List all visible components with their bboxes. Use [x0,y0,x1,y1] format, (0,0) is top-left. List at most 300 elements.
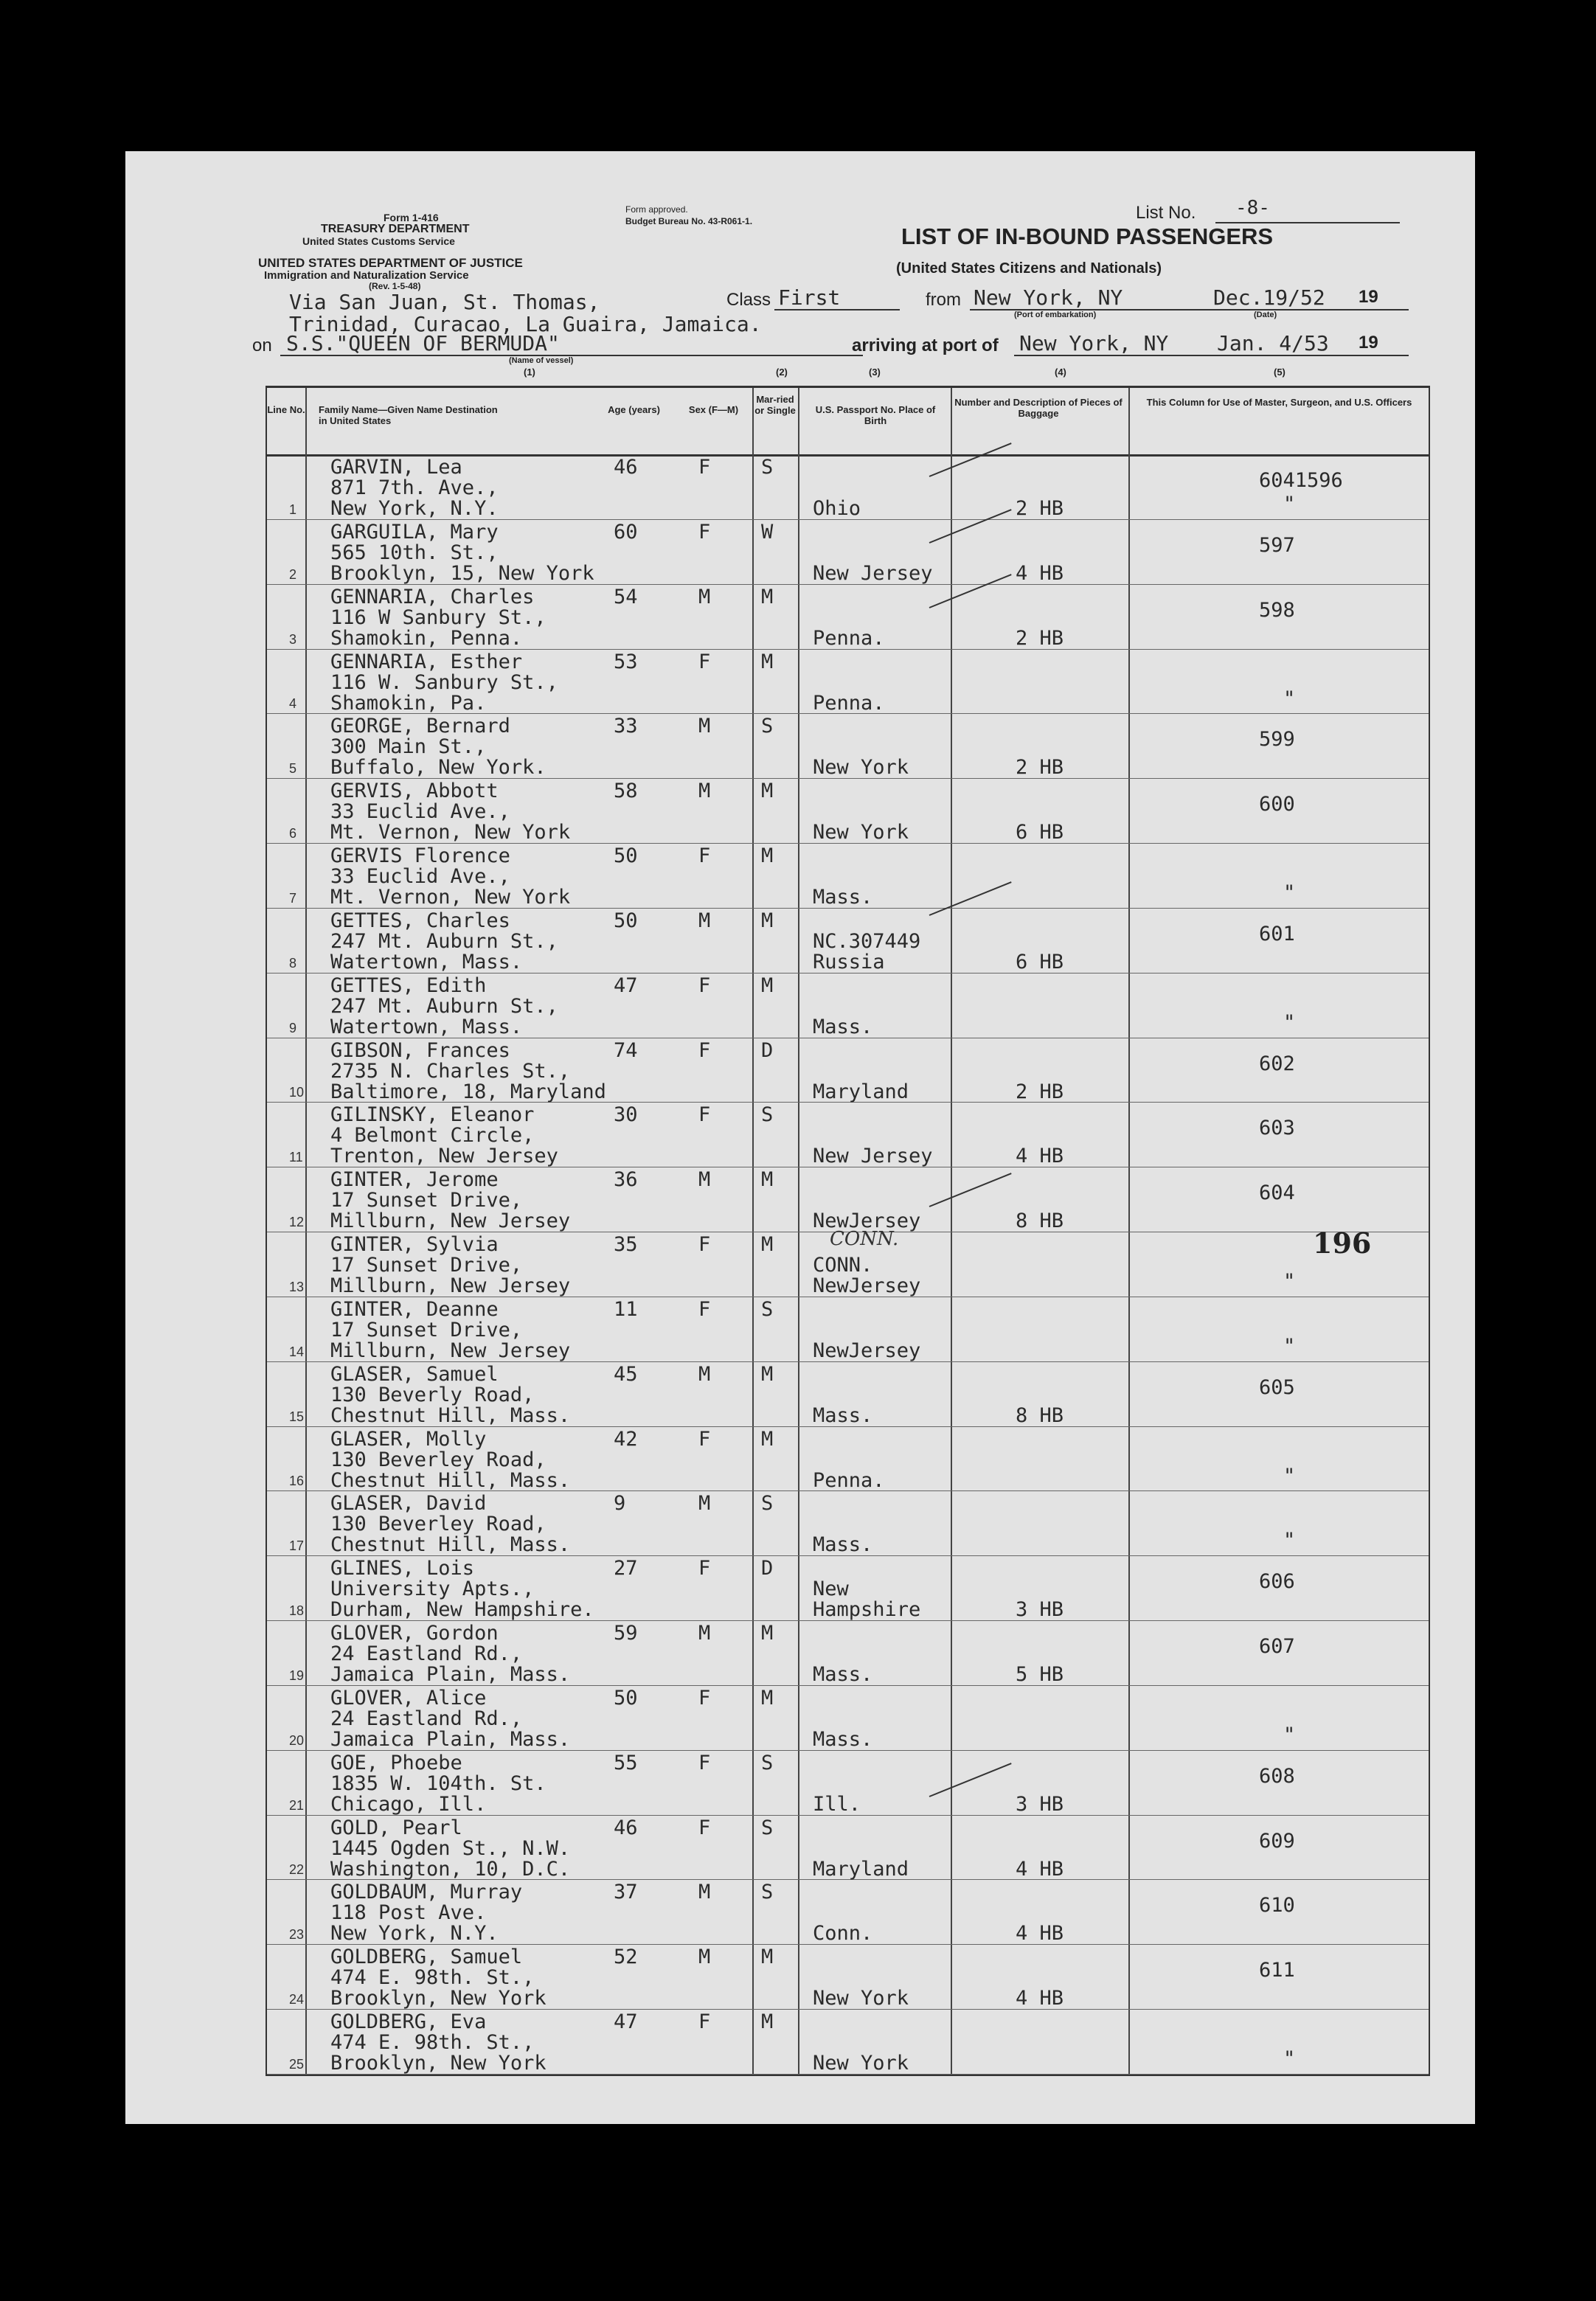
address-line-1: 17 Sunset Drive, [330,1189,523,1212]
header-officers: This Column for Use of Master, Surgeon, and U.S. Officers [1146,397,1412,408]
place-of-birth: Ill. [813,1792,861,1816]
treasury-dept: TREASURY DEPARTMENT [321,223,470,235]
line-number: 25 [289,2056,305,2072]
address-line-2: Watertown, Mass. [330,1015,523,1038]
officer-number: 603 [1259,1117,1295,1140]
line-number: 19 [289,1667,305,1683]
sex: M [698,1492,711,1516]
age: 50 [614,844,638,868]
justice-dept: UNITED STATES DEPARTMENT OF JUSTICE [258,256,523,270]
marital-status: M [761,1362,774,1386]
place-of-birth: Mass. [813,1663,873,1687]
col-num-1: (1) [524,367,535,378]
officer-ditto: " [1283,1334,1296,1358]
address-line-2: Mt. Vernon, New York [330,821,571,844]
table-row [267,1750,1429,1816]
marital-status: W [761,520,774,544]
address-line-1: 247 Mt. Auburn St., [330,929,558,953]
address-line-2: New York, N.Y. [330,497,499,520]
place-of-birth: Russia [813,950,885,974]
address-line-1: 300 Main St., [330,735,487,759]
address-line-2: Chestnut Hill, Mass. [330,1403,571,1427]
address-line-1: 130 Beverley Road, [330,1513,547,1536]
table-row [267,584,1429,650]
class-label: Class [726,290,771,310]
place-of-birth: Mass. [813,1403,873,1427]
line-number: 4 [289,696,297,712]
address-line-1: 118 Post Ave. [330,1901,487,1925]
marital-status: M [761,1233,774,1257]
passenger-name: GLASER, Samuel [330,1362,499,1386]
officer-ditto: " [1283,1464,1296,1488]
age: 30 [614,1103,638,1127]
place-of-birth: Conn. [813,1922,873,1946]
table-row [267,1879,1429,1945]
age: 60 [614,520,638,544]
baggage: 8 HB [1016,1210,1064,1233]
officer-number: 611 [1259,1959,1295,1982]
baggage: 4 HB [1016,561,1064,585]
table-row [267,1167,1429,1232]
age: 35 [614,1233,638,1257]
table-row [267,1815,1429,1881]
address-line-2: Washington, 10, D.C. [330,1857,571,1881]
revision-note: (Rev. 1-5-48) [369,281,421,291]
sex: M [698,1881,711,1904]
address-line-1: 130 Beverly Road, [330,1383,535,1406]
address-line-1: 2735 N. Charles St., [330,1059,571,1083]
sex: F [698,456,711,479]
address-line-1: 17 Sunset Drive, [330,1318,523,1342]
marital-status: M [761,1686,774,1710]
passenger-name: GARGUILA, Mary [330,520,499,544]
officer-number: 598 [1259,598,1295,622]
line-number: 9 [289,1020,297,1035]
arrival-underline [1014,355,1409,356]
col-num-5: (5) [1274,367,1286,378]
passenger-name: GLINES, Lois [330,1557,475,1580]
line-number: 2 [289,566,297,582]
place-of-birth: New York [813,1987,909,2010]
place-of-birth: New Jersey [813,1145,933,1168]
age: 46 [614,1816,638,1839]
table-row [267,2009,1429,2075]
age: 55 [614,1751,638,1774]
age: 42 [614,1427,638,1451]
from-port: New York, NY [974,285,1123,310]
sex: F [698,1233,711,1257]
table-row [267,713,1429,779]
sex: F [698,1038,711,1062]
officer-ditto: " [1283,493,1296,516]
marital-status: D [761,1557,774,1580]
header-married: Mar-ried or Single [754,394,796,416]
passenger-name: GEORGE, Bernard [330,715,510,738]
age: 74 [614,1038,638,1062]
passenger-name: GOLD, Pearl [330,1816,462,1839]
line-number: 18 [289,1603,305,1619]
marital-status: S [761,1103,774,1127]
header-sex: Sex (F—M) [688,404,739,415]
officer-number: 604 [1259,1181,1295,1205]
address-line-2: New York, N.Y. [330,1922,499,1946]
place-of-birth: NewJersey [813,1210,921,1233]
form-number: Form 1-416 [384,212,439,223]
address-line-1: 565 10th. St., [330,541,499,564]
place-of-birth: Maryland [813,1857,909,1881]
officer-number: 600 [1259,793,1295,816]
officer-number: 606 [1259,1570,1295,1594]
age: 54 [614,585,638,608]
date-note: (Date) [1254,310,1277,319]
customs-service: United States Customs Service [302,235,455,247]
place-of-birth: Mass. [813,1533,873,1557]
line-number: 13 [289,1279,305,1294]
marital-status: S [761,1816,774,1839]
sex: F [698,1103,711,1127]
departure-date: Dec.19/52 [1213,285,1325,310]
sex: F [698,520,711,544]
address-line-2: Chestnut Hill, Mass. [330,1468,571,1492]
address-line-1: 33 Euclid Ave., [330,800,510,824]
passenger-name: GETTES, Charles [330,909,510,932]
passenger-name: GLOVER, Alice [330,1686,487,1710]
place-of-birth: New York [813,2052,909,2075]
table-header [267,388,1429,457]
marital-status: S [761,715,774,738]
table-row [267,1361,1429,1427]
address-line-1: 24 Eastland Rd., [330,1642,523,1666]
line-number: 12 [289,1215,305,1230]
sex: M [698,1168,711,1192]
passenger-name: GETTES, Edith [330,974,487,997]
age: 58 [614,780,638,803]
marital-status: D [761,1038,774,1062]
address-line-2: Watertown, Mass. [330,950,523,974]
place-of-birth: Penna. [813,626,885,650]
port-embark-note: (Port of embarkation) [1014,310,1097,319]
baggage: 4 HB [1016,1857,1064,1881]
baggage: 5 HB [1016,1663,1064,1687]
table-row [267,1102,1429,1167]
age: 52 [614,1946,638,1969]
address-line-1: 17 Sunset Drive, [330,1254,523,1277]
line-number: 11 [289,1150,303,1165]
line-number: 7 [289,890,297,906]
table-row [267,1620,1429,1686]
address-line-1: 116 W. Sanbury St., [330,670,558,694]
marital-status: M [761,1427,774,1451]
sex: M [698,1622,711,1645]
address-line-1: 116 W Sanbury St., [330,605,547,629]
passenger-name: GIBSON, Frances [330,1038,510,1062]
baggage: 3 HB [1016,1598,1064,1622]
vessel-note: (Name of vessel) [509,356,574,365]
marital-status: M [761,585,774,608]
place-of-birth: New York [813,756,909,780]
officer-ditto: " [1283,2047,1296,2071]
col-num-4: (4) [1055,367,1066,378]
passenger-name: GLASER, Molly [330,1427,487,1451]
marital-status: S [761,1297,774,1321]
line-number: 20 [289,1732,305,1748]
address-line-2: Brooklyn, New York [330,1987,547,2010]
address-line-1: 247 Mt. Auburn St., [330,994,558,1018]
address-line-2: Chestnut Hill, Mass. [330,1533,571,1557]
table-row [267,519,1429,585]
age: 45 [614,1362,638,1386]
sex: F [698,650,711,673]
table-row [267,843,1429,909]
address-line-2: Mt. Vernon, New York [330,886,571,909]
line-number: 1 [289,502,297,517]
marital-status: M [761,909,774,932]
address-line-2: Millburn, New Jersey [330,1210,571,1233]
line-number: 10 [289,1085,305,1100]
age: 11 [614,1297,638,1321]
table-row [267,1555,1429,1621]
address-line-2: Jamaica Plain, Mass. [330,1663,571,1687]
officer-number: 610 [1259,1894,1295,1918]
baggage: 2 HB [1016,626,1064,650]
on-label: on [252,336,272,355]
passenger-name: GINTER, Sylvia [330,1233,499,1257]
marital-status: M [761,1622,774,1645]
marital-status: M [761,780,774,803]
line-number: 22 [289,1862,305,1878]
address-line-1: 1835 W. 104th. St. [330,1771,547,1795]
budget-note: Budget Bureau No. 43-R061-1. [625,216,753,226]
passenger-name: GILINSKY, Eleanor [330,1103,535,1127]
officer-number: 601 [1259,922,1295,945]
address-line-2: Baltimore, 18, Maryland [330,1080,606,1103]
address-line-1: 474 E. 98th. St., [330,2031,535,2055]
sex: M [698,780,711,803]
passenger-name: GERVIS, Abbott [330,780,499,803]
baggage: 4 HB [1016,1987,1064,2010]
baggage: 2 HB [1016,1080,1064,1103]
officer-ditto: " [1283,1723,1296,1746]
list-no-label: List No. [1136,203,1196,223]
place-of-birth: Mass. [813,1727,873,1751]
passenger-name: GOE, Phoebe [330,1751,462,1774]
age: 9 [614,1492,626,1516]
age: 59 [614,1622,638,1645]
passport-no: CONN. [813,1254,873,1277]
sex: M [698,909,711,932]
age: 37 [614,1881,638,1904]
address-line-2: Brooklyn, 15, New York [330,561,594,585]
address-line-2: Jamaica Plain, Mass. [330,1727,571,1751]
place-of-birth: New York [813,821,909,844]
line-number: 15 [289,1409,305,1424]
line-number: 8 [289,955,297,971]
address-line-2: Chicago, Ill. [330,1792,487,1816]
line-number: 16 [289,1474,305,1489]
place-of-birth: Hampshire [813,1598,921,1622]
arriving-label: arriving at port of [852,336,999,355]
class-value: First [778,285,841,310]
header-age: Age (years) [608,404,660,415]
officer-number: 609 [1259,1829,1295,1853]
marital-status: M [761,2010,774,2034]
passenger-name: GINTER, Jerome [330,1168,499,1192]
sex: F [698,1751,711,1774]
officer-number: 605 [1259,1375,1295,1399]
header-line-no: Line No. [267,404,305,415]
sex: F [698,974,711,997]
baggage: 4 HB [1016,1145,1064,1168]
address-line-2: Trenton, New Jersey [330,1145,558,1168]
sex: F [698,844,711,868]
passenger-name: GARVIN, Lea [330,456,462,479]
sex: M [698,585,711,608]
line-number: 3 [289,631,297,647]
place-of-birth: Mass. [813,1015,873,1038]
officer-ditto: " [1283,687,1296,710]
marital-status: S [761,456,774,479]
stamp-196: 196 [1313,1226,1372,1260]
officer-number: 607 [1259,1635,1295,1659]
age: 50 [614,909,638,932]
officer-ditto: " [1283,881,1296,905]
class-underline [774,309,900,310]
baggage: 8 HB [1016,1403,1064,1427]
table-row [267,1038,1429,1103]
address-line-2: Durham, New Hampshire. [330,1598,594,1622]
address-line-1: 4 Belmont Circle, [330,1124,535,1148]
officer-ditto: " [1283,1010,1296,1034]
officer-number: 602 [1259,1052,1295,1075]
baggage: 6 HB [1016,821,1064,844]
line-number: 21 [289,1797,305,1813]
line-number: 6 [289,826,297,841]
sex: M [698,715,711,738]
address-line-2: Millburn, New Jersey [330,1274,571,1298]
address-line-2: Millburn, New Jersey [330,1339,571,1362]
col-num-3: (3) [869,367,881,378]
address-line-1: 33 Euclid Ave., [330,865,510,889]
address-line-2: Shamokin, Pa. [330,691,487,715]
table-row [267,1685,1429,1751]
place-of-birth: Maryland [813,1080,909,1103]
baggage: 2 HB [1016,756,1064,780]
officer-ditto: " [1283,1529,1296,1552]
form-title: LIST OF IN-BOUND PASSENGERS [901,223,1274,249]
place-of-birth: NewJersey [813,1274,921,1298]
sex: M [698,1362,711,1386]
sex: F [698,1557,711,1580]
place-of-birth: New Jersey [813,561,933,585]
address-line-2: Buffalo, New York. [330,756,547,780]
age: 36 [614,1168,638,1192]
line-number: 5 [289,761,297,777]
address-line-1: 474 E. 98th. St., [330,1966,535,1990]
header-passport: U.S. Passport No. Place of Birth [815,404,936,426]
table-row [267,778,1429,844]
baggage: 3 HB [1016,1792,1064,1816]
marital-status: M [761,974,774,997]
vessel-name: S.S."QUEEN OF BERMUDA" [286,331,560,355]
place-of-birth: NewJersey [813,1339,921,1362]
age: 47 [614,974,638,997]
arrival-date: Jan. 4/53 [1217,331,1329,355]
arrival-year: 19 [1359,333,1378,353]
age: 27 [614,1557,638,1580]
passport-no: New [813,1578,849,1601]
sex: F [698,1816,711,1839]
sex: F [698,1686,711,1710]
passenger-name: GLOVER, Gordon [330,1622,499,1645]
baggage: 4 HB [1016,1922,1064,1946]
address-line-2: Brooklyn, New York [330,2052,547,2075]
address-line-1: University Apts., [330,1578,535,1601]
arrival-port: New York, NY [1019,331,1169,355]
departure-year: 19 [1359,287,1378,307]
age: 47 [614,2010,638,2034]
table-row [267,454,1429,520]
baggage: 2 HB [1016,497,1064,520]
place-of-birth: Penna. [813,691,885,715]
list-no-value: -8- [1235,197,1270,219]
age: 46 [614,456,638,479]
marital-status: S [761,1751,774,1774]
officer-number: 599 [1259,728,1295,752]
table-row [267,1297,1429,1362]
via-ports-2: Trinidad, Curacao, La Guaira, Jamaica. [289,312,762,336]
address-line-1: 130 Beverley Road, [330,1448,547,1471]
sex: M [698,1946,711,1969]
passenger-name: GENNARIA, Esther [330,650,523,673]
form-subtitle: (United States Citizens and Nationals) [896,260,1162,277]
passenger-name: GINTER, Deanne [330,1297,499,1321]
line-number: 14 [289,1344,305,1359]
address-line-1: 871 7th. Ave., [330,476,499,499]
line-number: 24 [289,1992,305,2007]
table-row [267,908,1429,974]
passenger-name: GOLDBERG, Eva [330,2010,487,2034]
sex: F [698,2010,711,2034]
passenger-name: GLASER, David [330,1492,487,1516]
header-baggage: Number and Description of Pieces of Baggage [954,397,1123,419]
marital-status: S [761,1492,774,1516]
handwritten-conn: CONN. [830,1228,899,1250]
marital-status: M [761,1168,774,1192]
age: 53 [614,650,638,673]
address-line-1: 24 Eastland Rd., [330,1707,523,1730]
col-num-2: (2) [776,367,788,378]
header-name: Family Name—Given Name Destination in United States [319,404,498,426]
marital-status: M [761,844,774,868]
line-number: 17 [289,1538,305,1554]
passenger-name: GOLDBAUM, Murray [330,1881,523,1904]
officer-number: 597 [1259,533,1295,557]
officer-ditto: " [1283,1270,1296,1294]
baggage: 6 HB [1016,950,1064,974]
address-line-2: Shamokin, Penna. [330,626,523,650]
table-row [267,1426,1429,1492]
passenger-name: GERVIS Florence [330,844,510,868]
passport-no: NC.307449 [813,929,921,953]
via-ports-1: Via San Juan, St. Thomas, [289,290,600,314]
officer-number: 608 [1259,1764,1295,1788]
age: 33 [614,715,638,738]
sex: F [698,1427,711,1451]
from-label: from [926,290,961,310]
table-row [267,649,1429,715]
place-of-birth: Mass. [813,886,873,909]
sex: F [698,1297,711,1321]
